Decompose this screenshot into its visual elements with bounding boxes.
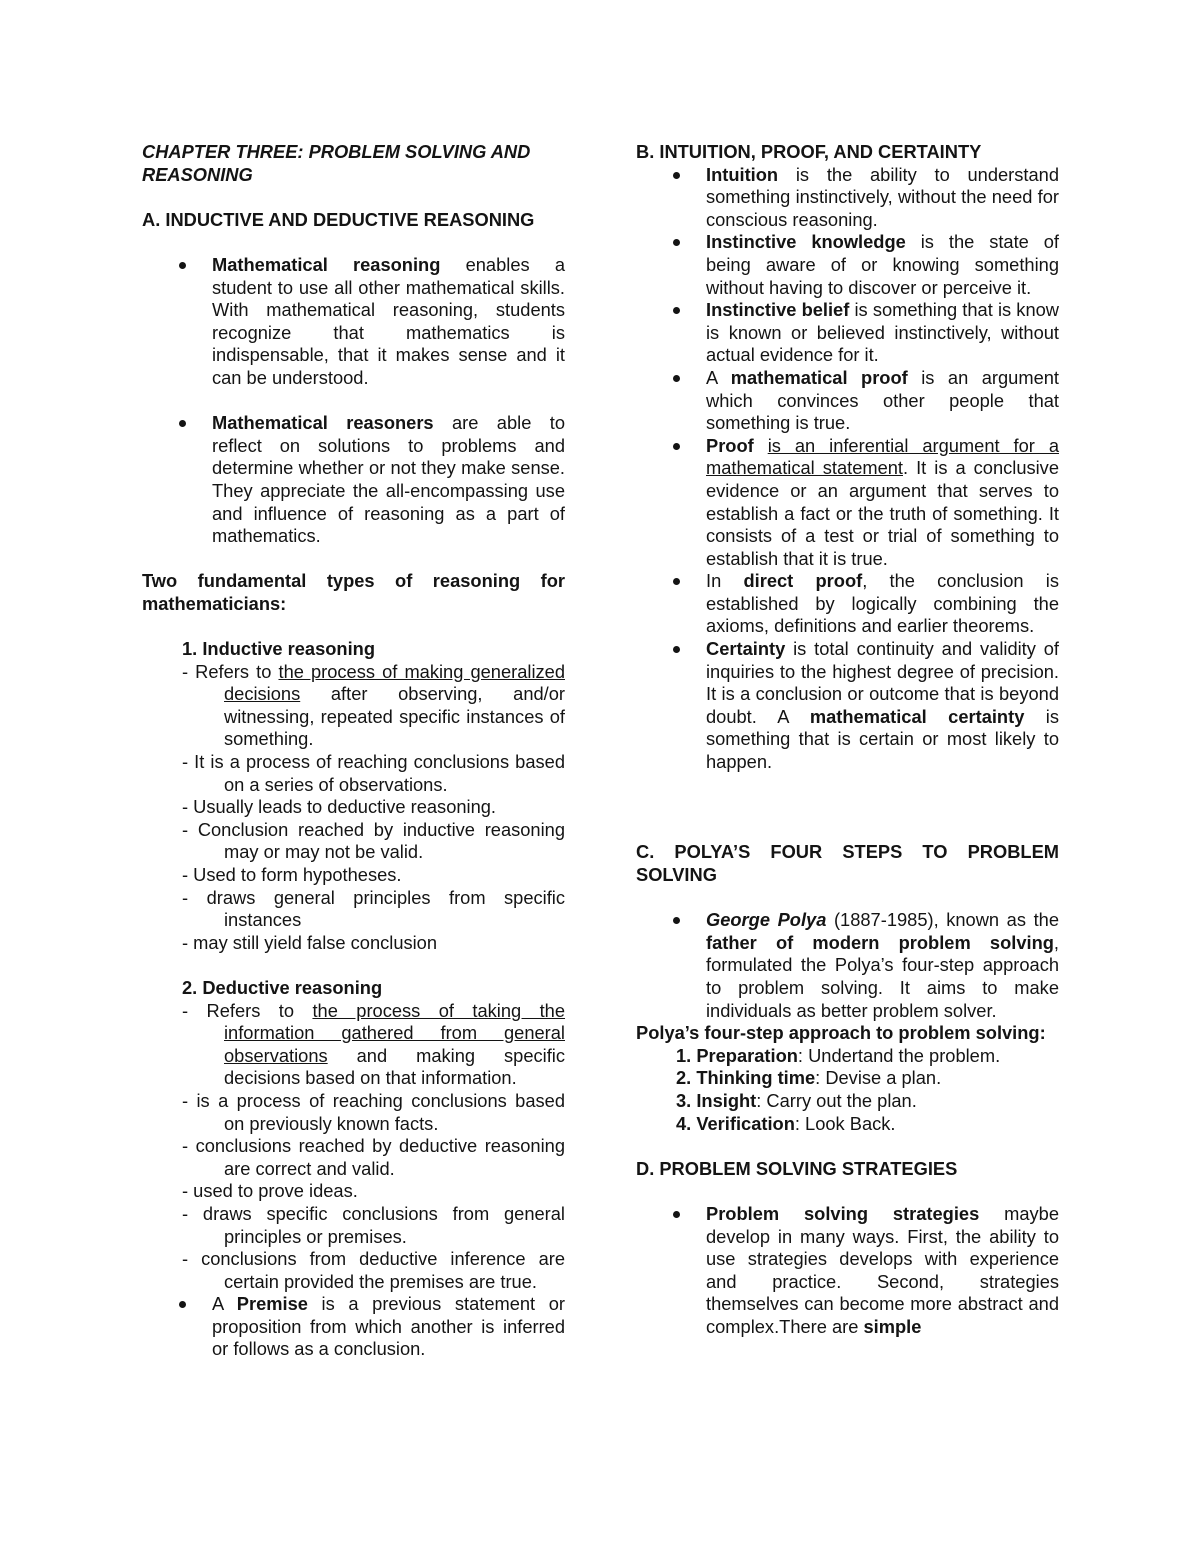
bullet-proof	[636, 435, 1059, 571]
bullet-direct-proof	[636, 570, 1059, 638]
polya-step-1	[636, 1045, 1059, 1068]
text-instinctive-belief: is something that is know is known or believed instinctively, without actual evidence for it.	[706, 299, 1059, 366]
deductive-heading: 2. Deductive reasoning	[182, 976, 383, 998]
bullet-instinctive-knowledge	[636, 231, 1059, 299]
term-mathematical-proof: mathematical proof	[730, 366, 908, 388]
deductive-item-5: - draws specific conclusions from general principles or premises.	[182, 1202, 565, 1247]
bullet-intuition	[636, 164, 1059, 232]
inductive-item-1-underlined: the process of making generalized decisions	[224, 660, 565, 705]
premise-prefix: A	[212, 1293, 237, 1315]
term-certainty: Certainty	[706, 638, 786, 660]
term-direct-proof: direct proof	[743, 570, 863, 592]
polya-step-3	[636, 1090, 1059, 1113]
inductive-heading: 1. Inductive reasoning	[182, 638, 376, 660]
text-intuition: is the ability to understand something instinctively, without the need for conscious reasoning.	[706, 163, 1059, 230]
text-mathematical-reasoners: are able to reflect on solutions to problems and determine whether or not they make sense. They appreciate the all-encompassing use and influence of reasoning as a part of mathematics.	[212, 412, 565, 547]
inductive-item-1-prefix: - Refers to	[182, 660, 279, 682]
term-george-polya: George Polya	[706, 909, 827, 931]
inductive-item-2: - It is a process of reaching conclusions based on a series of observations.	[182, 751, 565, 795]
polya-step-3-text: : Carry out the plan.	[756, 1089, 917, 1111]
inductive-item-5: - Used to form hypotheses.	[182, 864, 402, 885]
deductive-item-1-rest: and making specific decisions based on that information.	[224, 1044, 565, 1089]
right-column	[636, 141, 1059, 1338]
left-column	[142, 141, 565, 1361]
bullet-premise	[142, 1293, 565, 1361]
deductive-item-1-prefix: - Refers to	[182, 999, 313, 1021]
direct-proof-prefix: In	[706, 570, 744, 592]
types-heading: Two fundamental types of reasoning for mathematicians:	[142, 570, 565, 614]
mathematical-proof-prefix: A	[706, 366, 731, 388]
polya-steps-heading: Polya’s four-step approach to problem solving:	[636, 1022, 1046, 1044]
inductive-item-7: - may still yield false conclusion	[182, 931, 438, 953]
polya-step-4	[636, 1113, 1059, 1136]
bullet-mathematical-reasoners	[142, 412, 565, 548]
section-d-heading: D. PROBLEM SOLVING STRATEGIES	[636, 1157, 958, 1179]
deductive-item-6: - conclusions from deductive inference are certain provided the premises are true.	[182, 1248, 565, 1292]
term-mathematical-reasoners: Mathematical reasoners	[212, 412, 434, 434]
proof-underlined: is an inferential argument for a mathematical statement	[706, 434, 1059, 479]
polya-step-4-text: : Look Back.	[794, 1112, 896, 1134]
deductive-item-3: - conclusions reached by deductive reasoning are correct and valid.	[182, 1135, 565, 1179]
text-problem-solving-strategies: maybe develop in many ways. First, the ability to use strategies develops with experience and practice. Second, strategies themselves can become more abstract and complex.There are	[706, 1202, 1059, 1337]
text-mathematical-reasoning: enables a student to use all other mathematical skills. With mathematical reasoning, students recognize that mathematics is indispensable, that it makes sense and it can be understood.	[212, 253, 565, 388]
text-certainty: is total continuity and validity of inquiries to the highest degree of precision. It is a conclusion or outcome that is beyond doubt. A	[706, 638, 1059, 727]
deductive-item-2: - is a process of reaching conclusions based on previously known facts.	[182, 1089, 565, 1134]
text-proof: . It is a conclusive evidence or an argument that serves to establish a fact or the truth of something. It consists of a test or trial of something to establish that it is true.	[706, 457, 1059, 569]
text-mathematical-proof: is an argument which convinces other people that something is true.	[706, 366, 1059, 434]
chapter-title-line-2: REASONING	[142, 163, 253, 185]
inductive-item-6: - draws general principles from specific instances	[182, 886, 565, 931]
text-mathematical-certainty: is something that is certain or most likely to happen.	[706, 705, 1059, 773]
polya-step-4-label: 4. Verification	[676, 1112, 795, 1134]
proof-space	[754, 435, 768, 456]
term-father-of-modern-problem-solving: father of modern problem solving	[706, 931, 1054, 953]
text-polya-approach: , formulated the Polya’s four-step approach to problem solving. It aims to make individuals as better problem solver.	[706, 931, 1059, 1021]
bullet-problem-solving-strategies	[636, 1203, 1059, 1339]
section-b-heading: B. INTUITION, PROOF, AND CERTAINTY	[636, 141, 982, 162]
chapter-title	[142, 141, 565, 186]
term-mathematical-certainty: mathematical certainty	[809, 705, 1025, 727]
bullet-mathematical-reasoning	[142, 254, 565, 390]
text-premise: is a previous statement or proposition from which another is inferred or follows as a conclusion.	[212, 1293, 565, 1360]
polya-step-3-label: 3. Insight	[676, 1089, 757, 1111]
text-george-polya: (1887-1985), known as the	[826, 909, 1059, 931]
section-c-heading: C. POLYA’S FOUR STEPS TO PROBLEM SOLVING	[636, 841, 1059, 885]
bullet-george-polya	[636, 909, 1059, 1022]
polya-step-1-label: 1. Preparation	[676, 1044, 798, 1066]
term-instinctive-knowledge: Instinctive knowledge	[706, 231, 906, 253]
inductive-item-3: - Usually leads to deductive reasoning.	[182, 796, 497, 818]
term-mathematical-reasoning: Mathematical reasoning	[212, 253, 441, 275]
text-instinctive-knowledge: is the state of being aware of or knowing something without having to discover or perceive it.	[706, 231, 1059, 298]
bullet-mathematical-proof	[636, 367, 1059, 435]
term-proof: Proof	[706, 434, 754, 456]
chapter-title-line-1: CHAPTER THREE: PROBLEM SOLVING AND	[142, 141, 531, 162]
term-problem-solving-strategies: Problem solving strategies	[706, 1202, 980, 1224]
polya-step-2-label: 2. Thinking time	[676, 1067, 816, 1089]
deductive-item-1-underlined: the process of taking the information gathered from general observations	[224, 999, 566, 1066]
polya-step-2-text: : Devise a plan.	[815, 1067, 942, 1089]
bullet-certainty	[636, 638, 1059, 774]
bullet-instinctive-belief	[636, 299, 1059, 367]
section-a-heading: A. INDUCTIVE AND DEDUCTIVE REASONING	[142, 208, 535, 230]
deductive-item-1	[142, 1000, 565, 1090]
inductive-item-1-rest: after observing, and/or witnessing, repeated specific instances of something.	[224, 683, 565, 750]
text-direct-proof: , the conclusion is established by logically combining the axioms, definitions and earlier theorems.	[706, 570, 1059, 637]
term-simple: simple	[863, 1315, 922, 1337]
inductive-item-1	[142, 661, 565, 751]
term-intuition: Intuition	[706, 163, 779, 185]
inductive-item-4: - Conclusion reached by inductive reasoning may or may not be valid.	[182, 818, 565, 863]
term-premise: Premise	[236, 1293, 308, 1315]
deductive-item-4: - used to prove ideas.	[182, 1180, 358, 1202]
polya-step-2	[636, 1067, 1059, 1090]
term-instinctive-belief: Instinctive belief	[706, 299, 850, 321]
polya-step-1-text: : Undertand the problem.	[797, 1044, 1001, 1066]
